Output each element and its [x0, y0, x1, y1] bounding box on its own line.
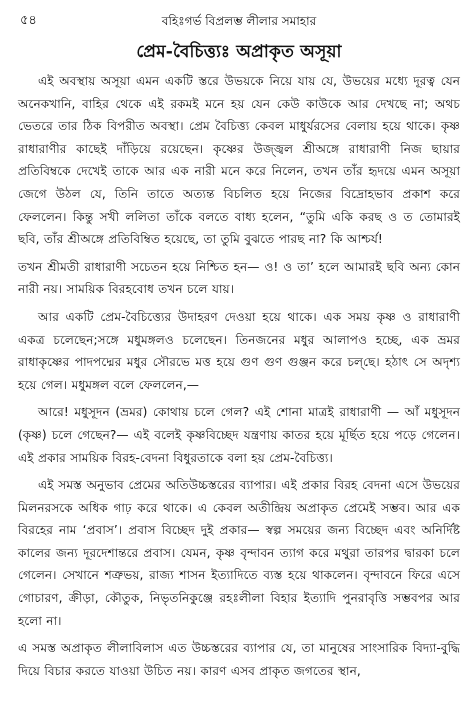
paragraph-4: আরে! মধুসূদন (ভ্রমর) কোথায় চলে গেল? এই শোনা মাত্রই রাধারাণী — আঁ মধুসূদন (কৃষ্ণ) চলে গেছেন?— এই বলেই কৃষ্ণবিচ্ছেদ যন্ত্রণায় কাতর হয়ে মূর্ছিত হয়ে পড়ে গেলেন। এই প্রকার সাময়িক বিরহ-বেদনা বিধুরতাকে বলা হয় প্রেম-বৈচিত্ত্য।	[18, 405, 460, 465]
running-head	[18, 10, 460, 32]
section-title: প্রেম-বৈচিত্ত্যঃ অপ্রাকৃত অসূয়া	[136, 42, 342, 62]
paragraph-5: এই সমস্ত অনুভাব প্রেমের অতিউচ্চস্তরের ব্যাপার। এই প্রকার বিরহ বেদনা এসে উভয়ের মিলনরসকে অধিক গাঢ় করে থাকে। এ কেবল অতীন্দ্রিয় অপ্রাকৃত প্রেমেই সম্ভব। আর এক বিরহের নাম ‘প্রবাস’। প্রবাস বিচ্ছেদ দুই প্রকার— স্বল্প সময়ের জন্য বিচ্ছেদ এবং অনির্দিষ্ট কালের জন্য দূরদেশান্তরে প্রবাস। যেমন, কৃষ্ণ বৃন্দাবন ত্যাগ করে মথুরা তারপর দ্বারকা চলে গেলেন। সেখানে শত্রুভয়, রাজ্য শাসন ইত্যাদিতে ব্যস্ত হয়ে থাকলেন। বৃন্দাবনে ফিরে এসে গোচারণ, ক্রীড়া, কৌতুক, নিভৃতনিকুঞ্জে রহঃলীলা বিহার ইত্যাদি পুনরাবৃত্তি সম্ভবপর আর হলো না।	[18, 478, 460, 628]
paragraph-2: তখন শ্রীমতী রাধারাণী সচেতন হয়ে নিশ্চিত হন— ও! ও তা’ হলে আমারই ছবি অন্য কোন নারী নয়। সাময়িক বিরহবোধ তখন চলে যায়।	[18, 259, 460, 297]
paragraph-3: আর একটি প্রেম-বৈচিত্ত্যের উদাহরণ দেওয়া হয়ে থাকে। এক সময় কৃষ্ণ ও রাধারাণী একত্র চলেছেন;সঙ্গে মধুমঙ্গলও চলেছেন। তিনজনের মধুর আলাপও হচ্ছে, এক ভ্রমর রাধাকৃষ্ণের পাদপদ্মের মধুর সৌরভে মত্ত হয়ে গুণ গুণ গুঞ্জন করে চল্‌ছে। হঠাৎ সে অদৃশ্য হয়ে গেল। মধুমঙ্গল বলে ফেললেন,—	[18, 309, 460, 392]
paragraph-6: এ সমস্ত অপ্রাকৃত লীলাবিলাস এত উচ্চস্তরের ব্যাপার যে, তা মানুষের সাংসারিক বিদ্যা-বুদ্ধি দিয়ে বিচার করতে যাওয়া উচিত নয়। কারণ এসব প্রাকৃত জগতের স্থান,	[18, 641, 460, 678]
page-number: ৫৪	[20, 13, 37, 28]
paragraph-1: এই অবস্থায় অসূয়া এমন একটি স্তরে উভয়কে নিয়ে যায় যে, উভয়ের মধ্যে দূরত্ব যেন অনেকখানি, বাহির থেকে এই রকমই মনে হয় যেন কেউ কাউকে আর দেখছে না; অথচ ভেতরে তার ঠিক বিপরীত অবস্থা। প্রেম বৈচিত্ত্য কেবল মাধুর্যরসের বেলায় হয়ে থাকে। কৃষ্ণ রাধারাণীর কাছেই দাঁড়িয়ে রয়েছেন। কৃষ্ণের উজ্জ্বল শ্রীঅঙ্গে রাধারাণী নিজ ছায়ার প্রতিবিম্বকে দেখেই তাকে আর এক নারী মনে করে নিলেন, তখন তাঁর হৃদয়ে এমন অসূয়া জেগে উঠল যে, তিনি তাতে অত্যন্ত বিচলিত হয়ে নিজের বিদ্রোহভাব প্রকাশ করে ফেললেন। কিন্তু সখী ললিতা তাঁকে বলতে বাধ্য হলেন, “তুমি একি করছ ও ত তোমারই ছবি, তাঁর শ্রীঅঙ্গে প্রতিবিম্বিত হয়েছে, তা তুমি বুঝতে পারছ না? কি আশ্চর্য!	[18, 74, 460, 247]
running-title: বহিঃগর্ভ বিপ্রলম্ভ লীলার সমাহার	[161, 14, 317, 28]
book-page	[18, 10, 460, 700]
